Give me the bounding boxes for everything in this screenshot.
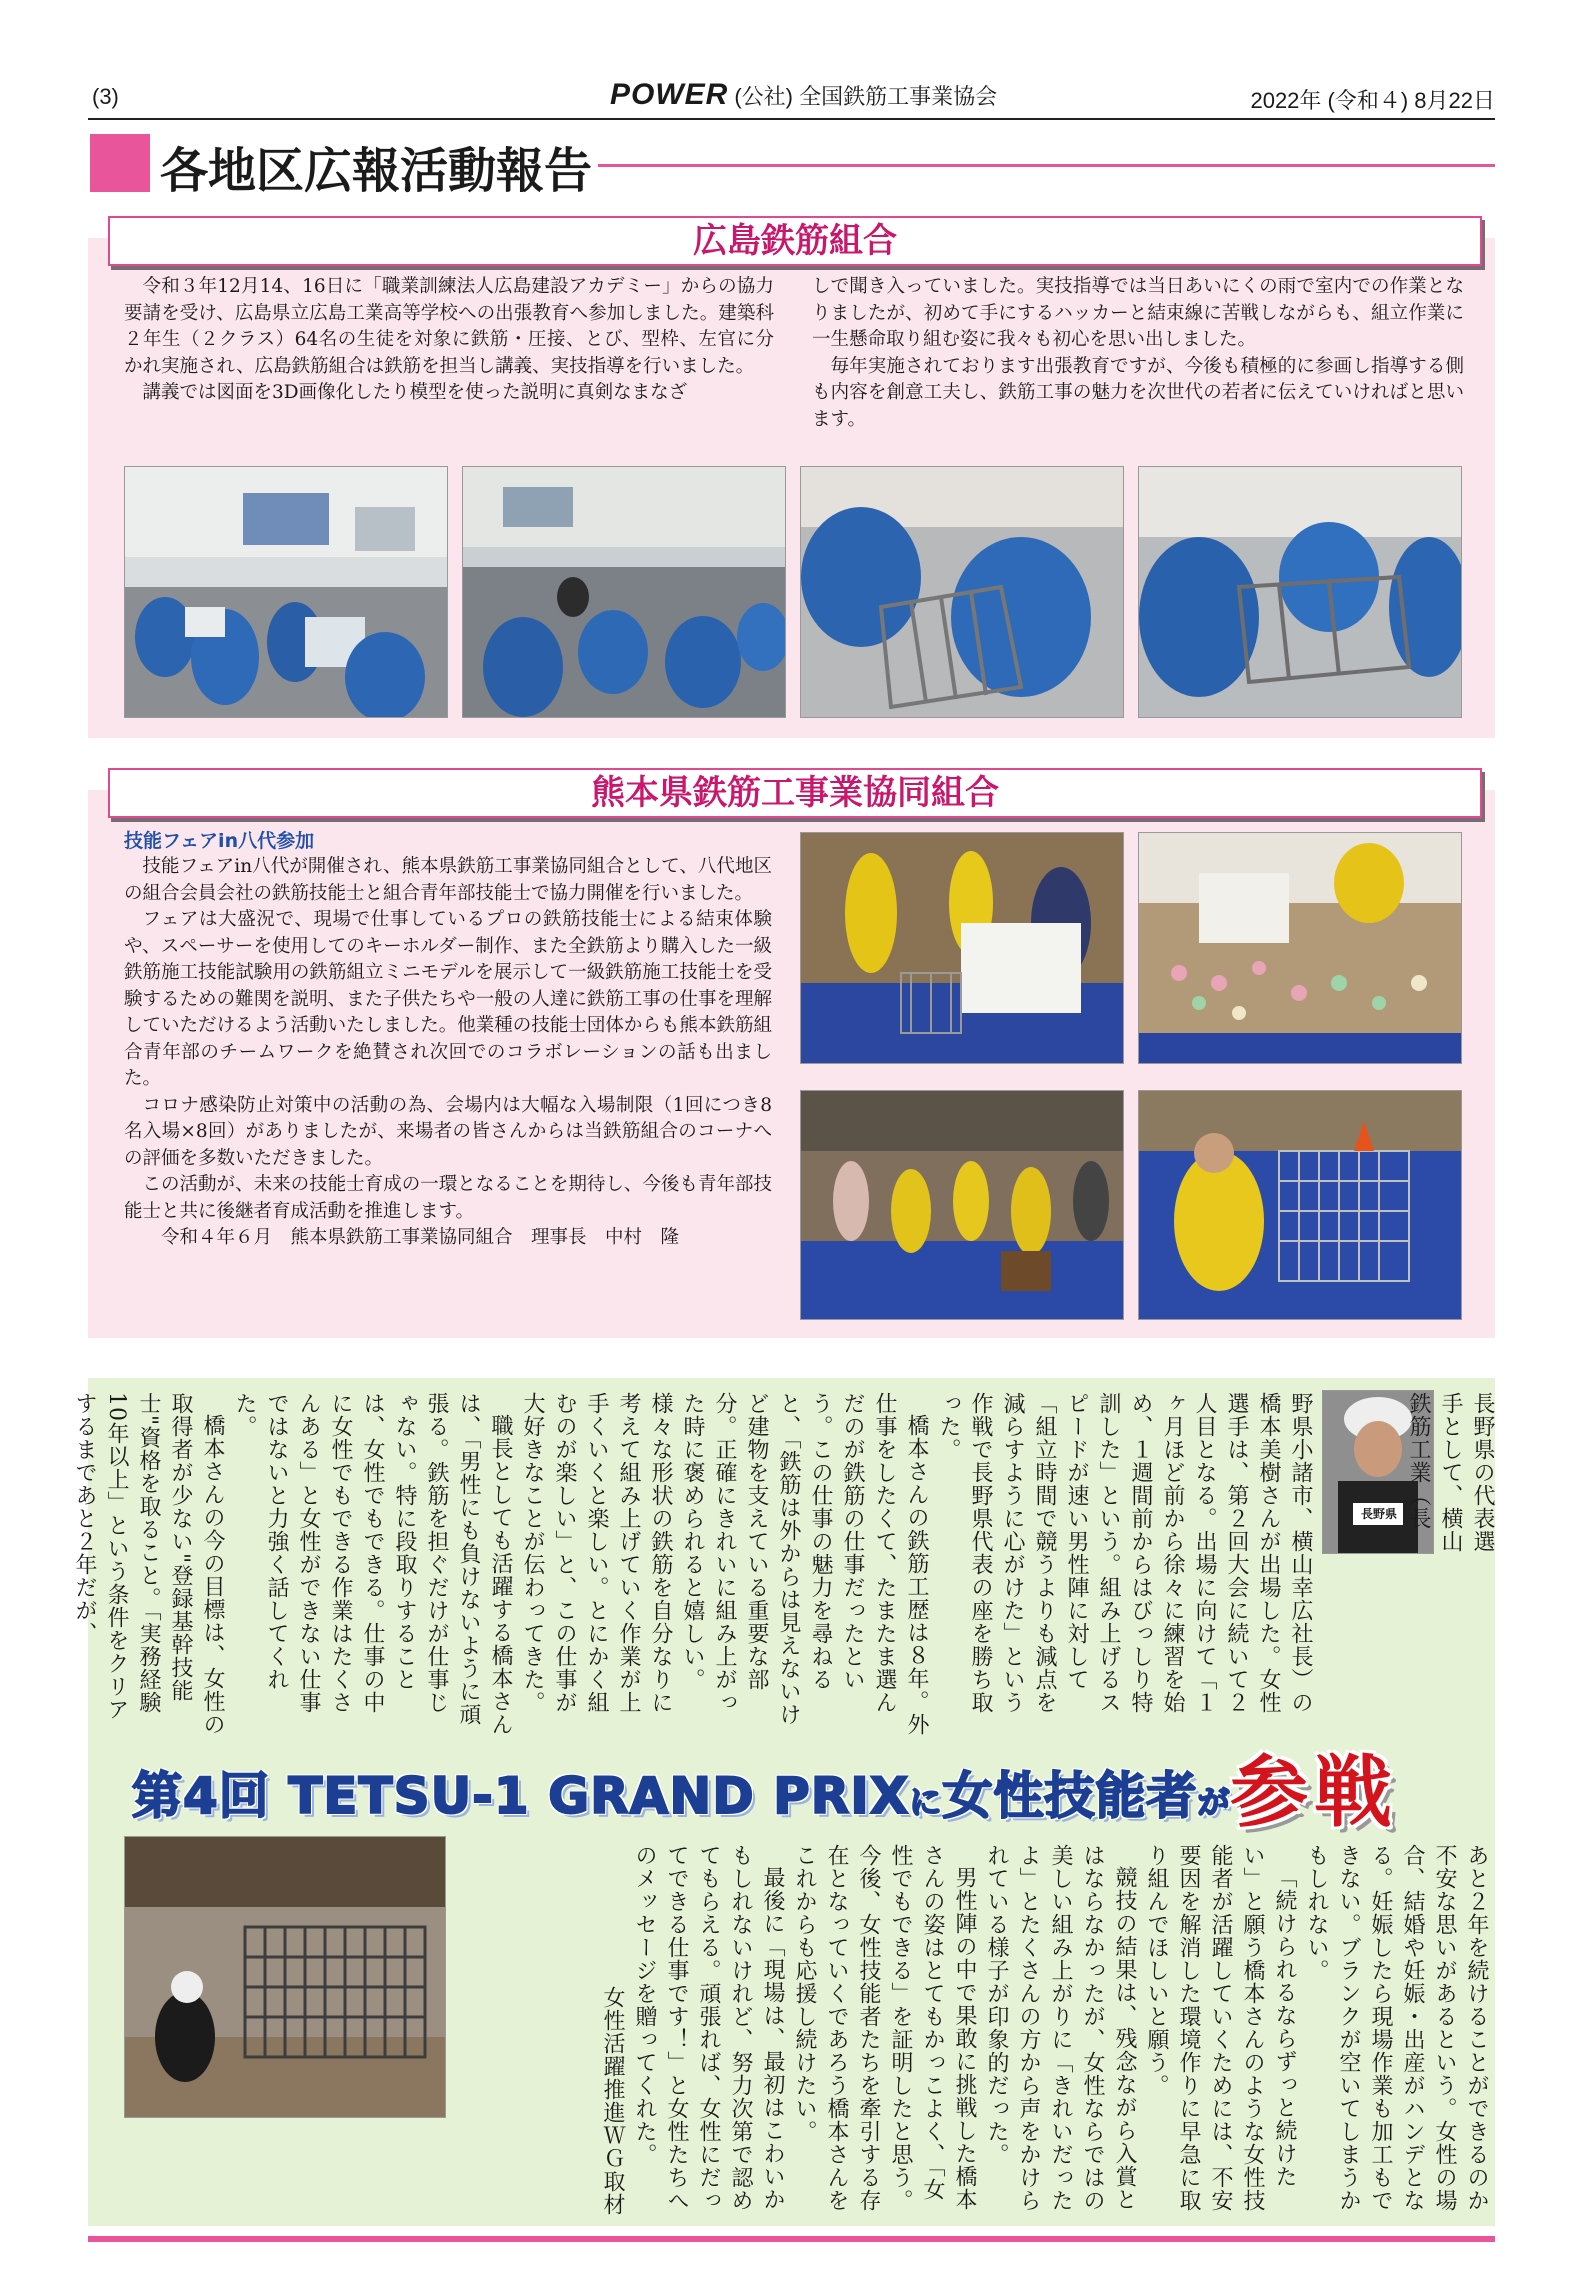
photo-classroom-lecture <box>124 466 448 718</box>
grandprix-intro <box>1406 1392 1498 1568</box>
photo-fair-booth <box>800 832 1124 1064</box>
headline-particle-ga: が <box>1197 1783 1231 1821</box>
kumamoto-subhead: 技能フェアin八代参加 <box>124 830 315 852</box>
paragraph: フェアは大盛況で、現場で仕事しているプロの鉄筋技能士による結束体験や、スペーサーを使用してのキーホルダー制作、また全鉄筋より購入した一級鉄筋施工技能試験用の鉄筋組立ミニモデルを展示して一級鉄筋施工技能士を受験するための難関を説明、また子供たちや一般の人達に鉄筋工事の仕事を理解していただけるよう活動いたしました。他業種の技能士団体からも熊本鉄筋組合青年部のチームワークを絶賛され次回でのコラボレーションの話も出ました。 <box>124 909 772 1089</box>
headline-event: 第4回 TETSU-1 GRAND PRIX <box>132 1767 910 1825</box>
paragraph: 長野県の代表選手として、横山鉄筋工業（長 <box>1406 1392 1495 1553</box>
photo-rebar-model-demo <box>1138 1090 1462 1320</box>
paragraph: 令和３年12月14、16日に「職業訓練法人広島建設アカデミー」からの協力要請を受け、広島県立広島工業高等学校への出張教育へ参加しました。建築科２年生（２クラス）64名の生徒を対象に鉄筋・圧接、とび、型枠、左官に分かれ実施され、広島鉄筋組合は鉄筋を担当し講義、実技指導を行いました。 <box>124 276 774 377</box>
paragraph: 競技の結果は、残念ながら入賞とはならなかったが、女性ならではの美しい組み上がりに「きれいだったよ」とたくさんの方から声をかけられている様子が印象的だった。 <box>984 1844 1137 2212</box>
headline-particle-ni: に <box>909 1783 943 1821</box>
portrait-badge: 長野県 <box>1361 1507 1398 1521</box>
signature: 令和４年６月 熊本県鉄筋工事業協同組合 理事長 中村 隆 <box>161 1227 680 1248</box>
paragraph: 男性陣の中で果敢に挑戦した橋本さんの姿はとてもかっこよく、「女性でもできる」を証明したと思う。今後、女性技能者たちを牽引する存在となっていくであろう橋本さんをこれからも応援し続けたい。 <box>792 1844 977 2212</box>
header-rule <box>88 118 1495 120</box>
kumamoto-title: 熊本県鉄筋工事業協同組合 <box>108 768 1482 818</box>
hiroshima-title: 広島鉄筋組合 <box>108 216 1482 266</box>
section-marker <box>90 134 150 192</box>
page-number: (3) <box>92 84 119 109</box>
grandprix-headline <box>132 1756 1230 1828</box>
kumamoto-text <box>124 854 772 1252</box>
paragraph: 職長としても活躍する橋本さんは、「男性にも負けないように頑張る。鉄筋を担ぐだけが仕事じゃない。特に段取りすることは、女性でもできる。仕事の中に女性でもできる作業はたくさんある」と女性ができない仕事ではないと力強く話してくれた。 <box>232 1392 513 1736</box>
photo-tying-rebar-1 <box>800 466 1124 718</box>
credit: 女性活躍推進ＷＧ取材 <box>600 1986 625 2216</box>
headline-women: 女性技能者 <box>942 1767 1198 1825</box>
org-name: (公社) 全国鉄筋工事業協会 <box>734 84 998 109</box>
grandprix-bottom-text <box>456 1844 1492 2216</box>
paragraph: 講義では図面を3D画像化したり模型を使った説明に真剣なまなざ <box>142 382 688 403</box>
photo-competition <box>124 1836 446 2118</box>
paragraph: 毎年実施されております出張教育ですが、今後も積極的に参画し指導する側も内容を創意工夫し、鉄筋工事の魅力を次世代の若者に伝えていければと思います。 <box>812 355 1464 430</box>
hiroshima-text-right <box>812 274 1464 433</box>
paragraph: 「続けられるならずっと続けたい」と願う橋本さんのような女性技能者が活躍していくためには、不安要因を解消した環境作りに早急に取り組んでほしいと願う。 <box>1144 1844 1297 2212</box>
section-title: 各地区広報活動報告 <box>160 143 593 199</box>
paragraph: 技能フェアin八代が開催され、熊本県鉄筋工事業協同組合として、八代地区の組合会員会社の鉄筋技能士と組合青年部技能士で協力開催を行いました。 <box>124 856 772 904</box>
photo-tying-rebar-2 <box>1138 466 1462 718</box>
masthead <box>610 78 997 112</box>
photo-classroom-students <box>462 466 786 718</box>
headline-sanzen: 参戦 <box>1230 1747 1399 1838</box>
photo-spacer-keychain-table <box>1138 832 1462 1064</box>
hiroshima-text-left <box>124 274 774 407</box>
photo-fair-crowd <box>800 1090 1124 1320</box>
paragraph: 野県小諸市、横山幸広社長）の橋本美樹さんが出場した。女性選手は、第２回大会に続いて２人目となる。出場に向けて「１ヶ月ほど前から徐々に練習を始め、１週間前からはびっしり特訓した」という。組み上げるスピードが速い男性陣に対して「組立時間で競うよりも減点を減らすように心がけた」という作戦で長野県代表の座を勝ち取った。 <box>936 1392 1313 1714</box>
paragraph: この活動が、未来の技能士育成の一環となることを期待し、今後も青年部技能士と共に後継者育成活動を推進します。 <box>124 1174 772 1222</box>
section-rule <box>598 164 1495 167</box>
paragraph: しで聞き入っていました。実技指導では当日あいにくの雨で室内での作業となりましたが、初めて手にするハッカーと結束線に苦戦しながらも、組立作業に一生懸命取り組む姿に我々も初心を思い出しました。 <box>812 276 1464 350</box>
power-logo: POWER <box>610 78 729 111</box>
paragraph: コロナ感染防止対策中の活動の為、会場内は大幅な入場制限（1回につき8名入場×8回）がありましたが、来場者の皆さんからは当鉄筋組合のコーナへの評価を多数いただきました。 <box>124 1094 772 1169</box>
paragraph: あと２年を続けることができるのか不安な思いがあるという。女性の場合、結婚や妊娠・出産がハンデとなる。妊娠したら現場作業も加工もできない。ブランクが空いてしまうかもしれない。 <box>1304 1844 1489 2212</box>
paragraph: 橋本さんの今の目標は、女性の取得者が少ない"登録基幹技能士"資格を取ること。「実務経験10年以上」という条件をクリアするまであと２年だが、 <box>72 1392 225 1736</box>
footer-rule <box>88 2236 1495 2242</box>
grandprix-top-text <box>72 1392 1316 1736</box>
issue-date: 2022年 (令和４) 8月22日 <box>1250 88 1495 113</box>
paragraph: 最後に「現場は、最初はこわいかもしれないけれど、努力次第で認めてもらえる。頑張れば、女性にだってできる仕事です！」と女性たちへのメッセージを贈ってくれた。 <box>632 1844 785 2212</box>
paragraph: 橋本さんの鉄筋工歴は８年。外仕事をしたくて、たまたま選んだのが鉄筋の仕事だったという。この仕事の魅力を尋ねると、「鉄筋は外からは見えないけど建物を支えている重要な部分。正確にきれいに組み上がった時に褒められると嬉しい。様々な形状の鉄筋を自分なりに考えて組み上げていく作業が上手くいくと楽しい。とにかく組むのが楽しい」と、この仕事が大好きなことが伝わってきた。 <box>520 1392 929 1736</box>
